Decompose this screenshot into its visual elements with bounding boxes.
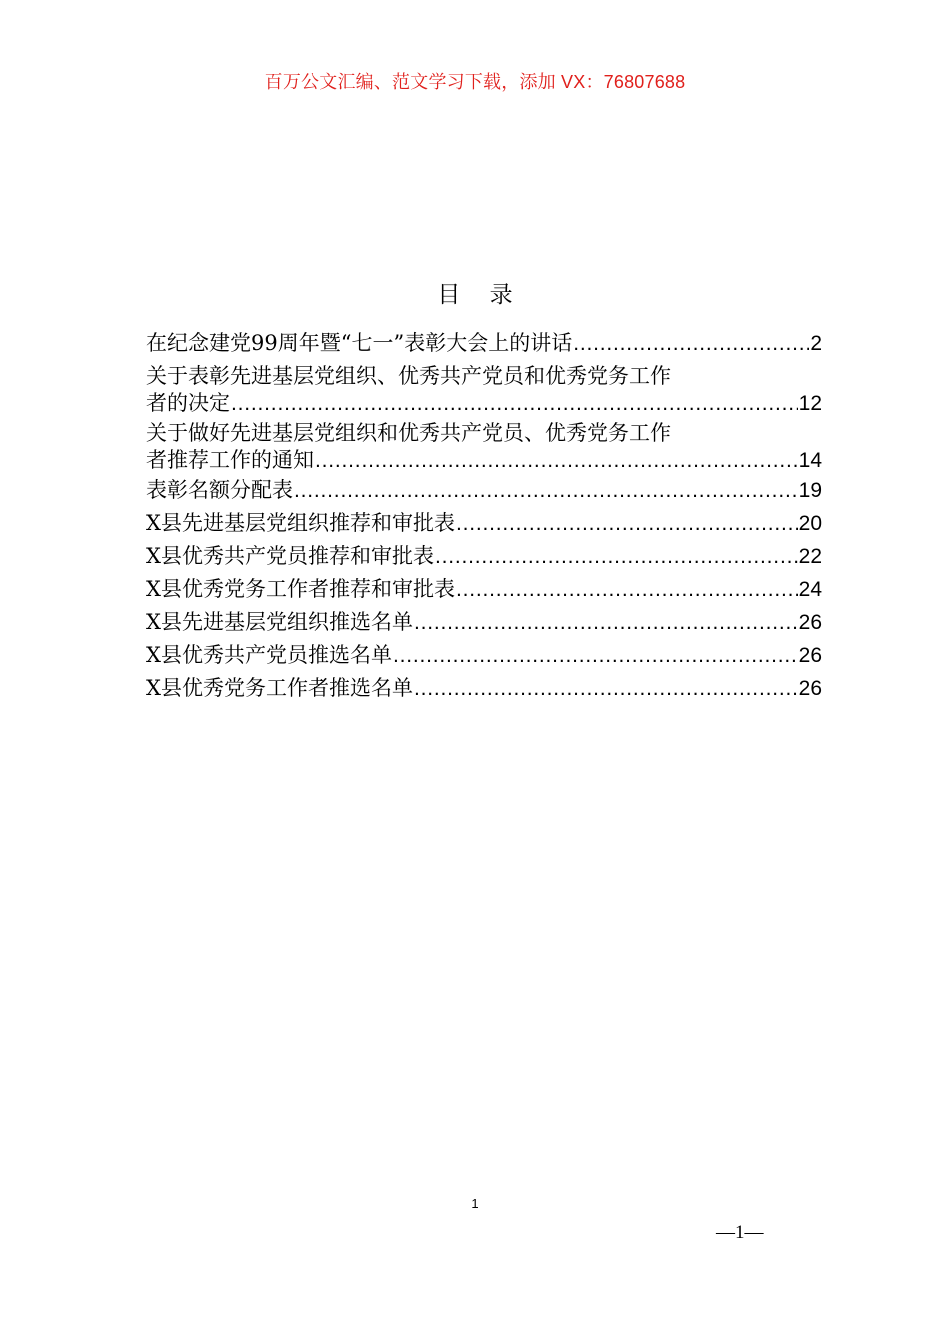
toc-entry-title: X县优秀党务工作者推荐和审批表 — [146, 577, 455, 601]
toc-dot-leader — [456, 574, 798, 606]
toc-dot-leader — [231, 391, 798, 417]
header-download-note: 百万公文汇编、范文学习下载，添加 VX：76807688 — [264, 72, 686, 92]
toc-page-number: 24 — [798, 578, 822, 601]
toc-page-number: 14 — [798, 449, 822, 472]
toc-page-number: 19 — [798, 479, 822, 502]
toc-entry-title-line2: 者推荐工作的通知 — [146, 448, 314, 472]
toc-entry-worker-approval-form[interactable] — [146, 573, 822, 606]
page-number-center: 1 — [471, 1196, 479, 1211]
toc-entry-recommendation-notice[interactable] — [146, 417, 822, 474]
toc-dot-leader — [414, 673, 798, 705]
toc-entry-title-line2: 者的决定 — [146, 391, 230, 415]
toc-entry-org-shortlist[interactable] — [146, 606, 822, 639]
toc-page-number: 26 — [798, 644, 822, 667]
toc-page-number: 12 — [798, 392, 822, 415]
toc-entry-org-approval-form[interactable] — [146, 507, 822, 540]
toc-page-number: 22 — [798, 545, 822, 568]
toc-page-number: 20 — [798, 512, 822, 535]
toc-page-number: 26 — [798, 611, 822, 634]
toc-entry-title: X县优秀共产党员推选名单 — [146, 643, 392, 667]
toc-entry-title-line1: 关于做好先进基层党组织和优秀共产党员、优秀党务工作 — [146, 421, 671, 445]
toc-page-number: 2 — [810, 332, 822, 355]
toc-entry-title: X县先进基层党组织推选名单 — [146, 610, 413, 634]
toc-entry-title: X县优秀共产党员推荐和审批表 — [146, 544, 434, 568]
toc-dot-leader — [573, 328, 809, 360]
toc-dot-leader — [456, 508, 798, 540]
toc-dot-leader — [294, 475, 798, 507]
toc-page-number: 26 — [798, 677, 822, 700]
toc-dot-leader — [393, 640, 798, 672]
toc-dot-leader — [315, 448, 798, 474]
toc-entry-title: 在纪念建党99周年暨“七一”表彰大会上的讲话 — [146, 331, 573, 355]
toc-entry-title: X县优秀党务工作者推选名单 — [146, 676, 413, 700]
toc-entry-worker-shortlist[interactable] — [146, 672, 822, 705]
toc-entry-title: X县先进基层党组织推荐和审批表 — [146, 511, 455, 535]
page-number-right: —1— — [716, 1222, 764, 1243]
toc-entry-title: 表彰名额分配表 — [146, 478, 293, 502]
toc-entry-member-shortlist[interactable] — [146, 639, 822, 672]
toc-entry-commendation-decision[interactable] — [146, 360, 822, 417]
toc-title: 目 录 — [437, 282, 513, 308]
toc-dot-leader — [414, 607, 798, 639]
toc-entry-speech[interactable] — [146, 327, 822, 360]
toc-entry-quota-table[interactable] — [146, 474, 822, 507]
toc-entry-member-approval-form[interactable] — [146, 540, 822, 573]
toc-dot-leader — [435, 541, 798, 573]
table-of-contents — [146, 327, 822, 705]
toc-entry-title-line1: 关于表彰先进基层党组织、优秀共产党员和优秀党务工作 — [146, 364, 671, 388]
